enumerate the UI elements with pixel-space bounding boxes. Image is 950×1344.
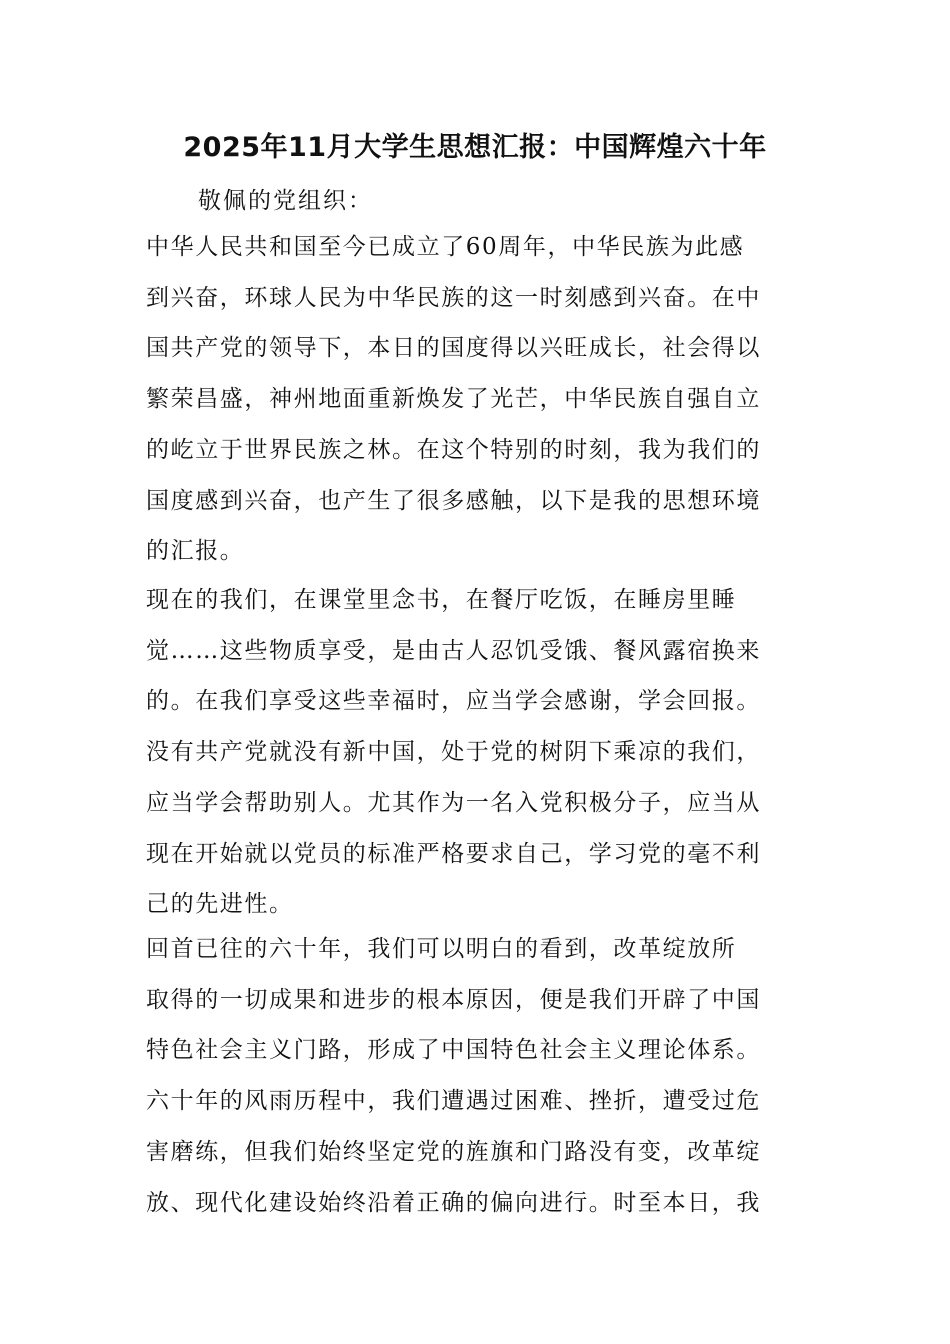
paragraph-1: 中华人民共和国至今已成立了60周年，中华民族为此感 到兴奋，环球人民为中华民族的这一时刻感到兴奋。在中 国共产党的领导下，本日的国度得以兴旺成长，社会得以 繁荣昌盛，神州地面重新焕发了光芒，中华民族自强自立 的屹立于世界民族之林。在这个特别的时刻，我为我们的 国度感到兴奋，也产生了很多感触，以下是我的思想环境 的汇报。: [146, 234, 761, 565]
document-title: 2025年11月大学生思想汇报：中国辉煌六十年: [183, 132, 767, 163]
paragraph-3: 回首已往的六十年，我们可以明白的看到，改革绽放所 取得的一切成果和进步的根本原因，便是我们开辟了中国 特色社会主义门路，形成了中国特色社会主义理论体系。 六十年的风雨历程中，我们遭遇过困难、挫折，遭受过危 害磨练，但我们始终坚定党的旌旗和门路没有变，改革绽 放、现代化建设始终沿着正确的偏向进行。时至本日，我: [146, 936, 761, 1216]
paragraph-2: 现在的我们，在课堂里念书，在餐厅吃饭，在睡房里睡 觉……这些物质享受，是由古人忍饥受饿、餐风露宿换来 的。在我们享受这些幸福时，应当学会感谢，学会回报。 没有共产党就没有新中国，处于党的树阴下乘凉的我们， 应当学会帮助别人。尤其作为一名入党积极分子，应当从 现在开始就以党员的标准严格要求自己，学习党的毫不利 己的先进性。: [146, 587, 761, 918]
salutation: 敬佩的党组织：: [198, 188, 373, 214]
